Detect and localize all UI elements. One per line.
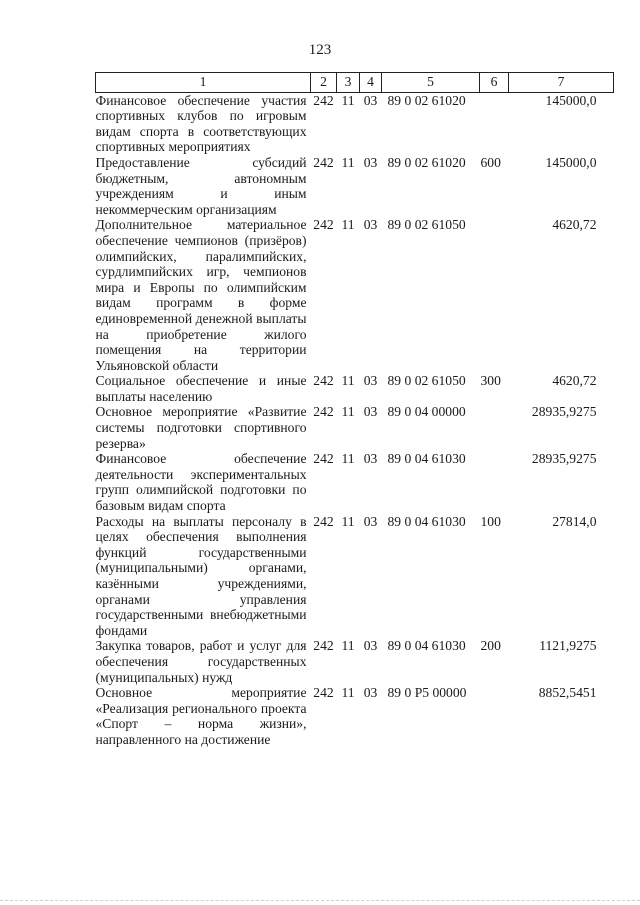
row-csr-cell: 89 0 02 61050 bbox=[387, 217, 466, 233]
row-rz-cell: 11 bbox=[341, 451, 355, 467]
row-rz-cell: 11 bbox=[341, 685, 355, 701]
row-rz-cell: 11 bbox=[341, 638, 355, 654]
row-csr-cell: 89 0 04 00000 bbox=[387, 404, 466, 420]
row-pr-cell: 03 bbox=[363, 404, 378, 420]
row-pr-cell: 03 bbox=[363, 451, 378, 467]
table-row bbox=[96, 217, 614, 373]
row-sum-cell: 1121,9275 bbox=[539, 638, 597, 654]
row-sum-cell: 145000,0 bbox=[545, 92, 597, 108]
row-vr-cell bbox=[480, 92, 509, 155]
row-vr-cell bbox=[480, 451, 509, 513]
row-name-cell: Финансовое обеспечение деятельности экспериментальных групп олимпийской подготовки по базовым видам спорта bbox=[95, 451, 307, 514]
row-ved-cell: 242 bbox=[313, 217, 334, 233]
table-header bbox=[96, 73, 614, 93]
header-col-6: 6 bbox=[480, 73, 509, 93]
row-sum-cell: 4620,72 bbox=[552, 373, 597, 389]
header-col-2: 2 bbox=[311, 73, 337, 93]
row-csr-cell: 89 0 04 61030 bbox=[387, 513, 466, 529]
row-ved-cell: 242 bbox=[313, 373, 334, 389]
header-col-3: 3 bbox=[337, 73, 360, 93]
row-vr-cell bbox=[480, 217, 509, 373]
row-sum-cell: 28935,9275 bbox=[531, 404, 597, 420]
row-ved-cell: 242 bbox=[313, 92, 334, 108]
header-col-1: 1 bbox=[96, 73, 311, 93]
table-row bbox=[96, 685, 614, 747]
row-vr-cell: 600 bbox=[480, 154, 501, 170]
row-vr-cell: 200 bbox=[480, 638, 501, 654]
row-sum-cell: 145000,0 bbox=[545, 154, 597, 170]
table-row bbox=[96, 155, 614, 217]
row-vr-cell: 100 bbox=[480, 513, 501, 529]
row-ved-cell: 242 bbox=[313, 404, 334, 420]
scan-edge-line bbox=[0, 900, 640, 901]
row-csr-cell: 89 0 02 61020 bbox=[387, 154, 466, 170]
row-ved-cell: 242 bbox=[313, 685, 334, 701]
row-name-cell: Финансовое обеспечение участия спортивных клубов по игровым видам спорта в соответствующих спортивных мероприятиях bbox=[95, 92, 307, 155]
row-rz-cell: 11 bbox=[341, 92, 355, 108]
table-row bbox=[96, 404, 614, 451]
row-csr-cell: 89 0 04 61030 bbox=[387, 638, 466, 654]
row-name-cell: Основное мероприятие «Реализация регионального проекта «Спорт – норма жизни», направленного на достижение bbox=[95, 685, 307, 747]
row-ved-cell: 242 bbox=[313, 513, 334, 529]
row-name-cell: Дополнительное материальное обеспечение чемпионов (призёров) олимпийских, паралимпийских, сурдлимпийских игр, чемпионов мира и Европы по олимпийским видам программ в форме единовременной денежной выплаты на приобретение жилого помещения на территории Ульяновской области bbox=[95, 217, 307, 373]
table-row bbox=[96, 92, 614, 155]
row-rz-cell: 11 bbox=[341, 513, 355, 529]
row-sum-cell: 27814,0 bbox=[552, 513, 597, 529]
header-col-4: 4 bbox=[360, 73, 382, 93]
row-pr-cell: 03 bbox=[363, 217, 378, 233]
row-name-cell: Расходы на выплаты персоналу в целях обеспечения выполнения функций государственными (муниципальными) органами, казёнными учреждениями, органами управления государственными внебюджетными фондами bbox=[95, 513, 307, 638]
row-rz-cell: 11 bbox=[341, 217, 355, 233]
table-body bbox=[96, 92, 614, 747]
page-number: 123 bbox=[308, 42, 332, 58]
row-name-cell: Предоставление субсидий бюджетным, автономным учреждениям и иным некоммерческим организациям bbox=[95, 154, 307, 217]
table-row bbox=[96, 451, 614, 513]
row-ved-cell: 242 bbox=[313, 154, 334, 170]
row-pr-cell: 03 bbox=[363, 92, 378, 108]
row-name-cell: Основное мероприятие «Развитие системы подготовки спортивного резерва» bbox=[95, 404, 307, 451]
row-pr-cell: 03 bbox=[363, 154, 378, 170]
row-pr-cell: 03 bbox=[363, 373, 378, 389]
table-row bbox=[96, 373, 614, 404]
row-rz-cell: 11 bbox=[341, 373, 355, 389]
table-row bbox=[96, 638, 614, 685]
budget-table bbox=[95, 72, 614, 748]
header-row bbox=[96, 73, 614, 93]
row-ved-cell: 242 bbox=[313, 638, 334, 654]
table-row bbox=[96, 514, 614, 639]
row-name-cell: Социальное обеспечение и иные выплаты населению bbox=[95, 373, 307, 404]
row-pr-cell: 03 bbox=[363, 513, 378, 529]
row-vr-cell bbox=[480, 685, 509, 747]
row-csr-cell: 89 0 02 61020 bbox=[387, 92, 466, 108]
row-vr-cell: 300 bbox=[480, 373, 501, 389]
row-name-cell: Закупка товаров, работ и услуг для обеспечения государственных (муниципальных) нужд bbox=[95, 638, 307, 685]
row-sum-cell: 8852,5451 bbox=[538, 685, 597, 701]
row-rz-cell: 11 bbox=[341, 404, 355, 420]
row-pr-cell: 03 bbox=[363, 685, 378, 701]
row-sum-cell: 28935,9275 bbox=[531, 451, 597, 467]
header-col-5: 5 bbox=[382, 73, 480, 93]
row-pr-cell: 03 bbox=[363, 638, 378, 654]
row-csr-cell: 89 0 02 61050 bbox=[387, 373, 466, 389]
row-sum-cell: 4620,72 bbox=[552, 217, 597, 233]
row-vr-cell bbox=[480, 404, 509, 451]
row-ved-cell: 242 bbox=[313, 451, 334, 467]
row-rz-cell: 11 bbox=[341, 154, 355, 170]
row-csr-cell: 89 0 04 61030 bbox=[387, 451, 466, 467]
header-col-7: 7 bbox=[509, 73, 614, 93]
row-csr-cell: 89 0 P5 00000 bbox=[387, 685, 467, 701]
